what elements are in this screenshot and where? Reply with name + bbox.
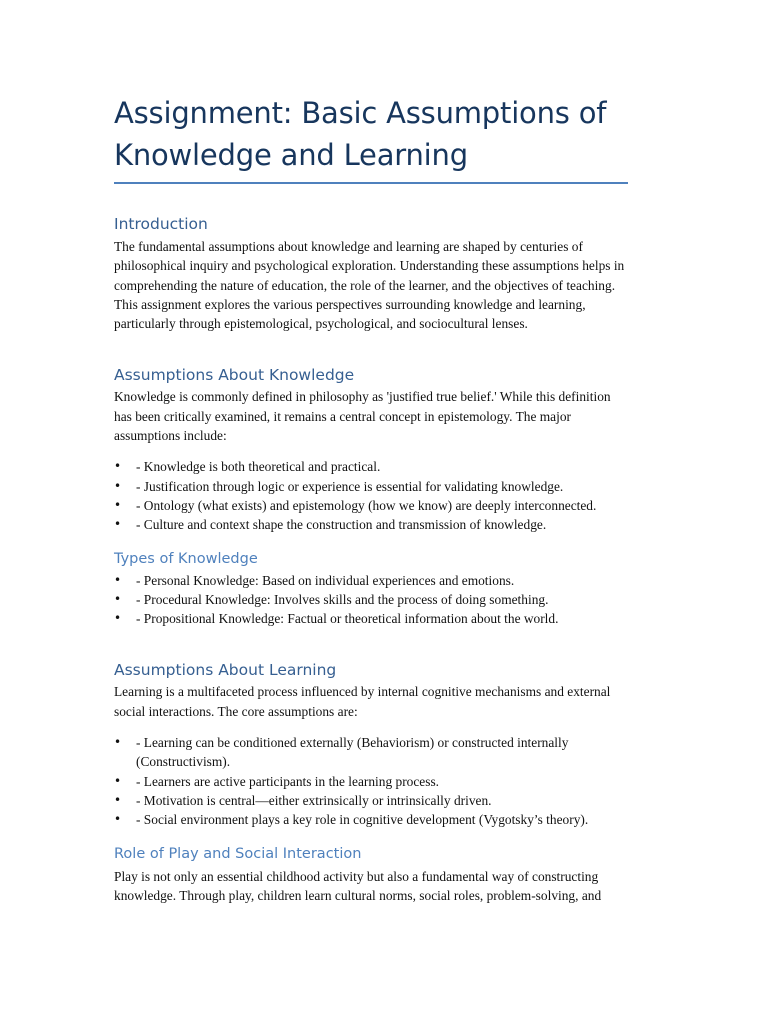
page-title: Assignment: Basic Assumptions of Knowledge and Learning [114, 92, 628, 184]
list-item-text: - Personal Knowledge: Based on individual experiences and emotions. [136, 572, 515, 588]
list-item-text: - Knowledge is both theoretical and practical. [136, 459, 381, 475]
document-page [114, 92, 628, 905]
list-item-text: - Ontology (what exists) and epistemology (how we know) are deeply interconnected. [136, 497, 597, 513]
section-heading-introduction: Introduction [114, 215, 208, 233]
play-paragraph: Play is not only an essential childhood activity but also a fundamental way of constructing knowledge. Through play, children learn cultural norms, social roles, problem-solving, and [114, 868, 602, 903]
list-item-text: - Procedural Knowledge: Involves skills and the process of doing something. [136, 591, 549, 607]
section-heading-assumptions-learning: Assumptions About Learning [114, 661, 337, 680]
bullet-icon: • [114, 572, 122, 587]
bullet-icon: • [114, 812, 122, 827]
bullet-icon: • [114, 478, 122, 493]
list-item [114, 772, 628, 791]
list-item-text: - Learning can be conditioned externally (Behaviorism) or constructed internally (Constructivism). [136, 735, 569, 770]
bullet-icon: • [114, 792, 122, 807]
list-item [114, 477, 628, 496]
bullet-icon: • [114, 497, 122, 512]
knowledge-paragraph: Knowledge is commonly defined in philosophy as 'justified true belief.' While this definition has been critically examined, it remains a central concept in epistemology. The major assumptions include: [114, 389, 611, 444]
list-item-text: - Culture and context shape the construction and transmission of knowledge. [136, 517, 547, 533]
list-item [114, 571, 628, 590]
learning-assumptions-list [114, 733, 628, 829]
list-item-text: - Social environment plays a key role in cognitive development (Vygotsky’s theory). [136, 812, 589, 828]
list-item [114, 609, 628, 628]
list-item-text: - Learners are active participants in the learning process. [136, 773, 440, 789]
introduction-paragraph: The fundamental assumptions about knowledge and learning are shaped by centuries of philosophical inquiry and psychological exploration. Understanding these assumptions helps in comprehending the nature of education, the role of the learner, and the objectives of teaching. This assignment explores the various perspectives surrounding knowledge and learning, particularly through epistemological, psychological, and sociocultural lenses. [114, 239, 625, 332]
bullet-icon: • [114, 459, 122, 474]
list-item [114, 496, 628, 515]
list-item-text: - Justification through logic or experience is essential for validating knowledge. [136, 478, 564, 494]
subsection-heading-types-of-knowledge: Types of Knowledge [114, 550, 258, 567]
bullet-icon: • [114, 591, 122, 606]
list-item [114, 457, 628, 476]
list-item [114, 590, 628, 609]
bullet-icon: • [114, 773, 122, 788]
types-of-knowledge-list [114, 571, 628, 629]
list-item [114, 791, 628, 810]
list-item [114, 515, 628, 534]
list-item-text: - Motivation is central—either extrinsically or intrinsically driven. [136, 792, 492, 808]
bullet-icon: • [114, 611, 122, 626]
list-item [114, 810, 628, 829]
bullet-icon: • [114, 735, 122, 750]
knowledge-assumptions-list [114, 457, 628, 534]
section-heading-assumptions-knowledge: Assumptions About Knowledge [114, 366, 355, 385]
learning-paragraph: Learning is a multifaceted process influenced by internal cognitive mechanisms and external social interactions. The core assumptions are: [114, 684, 611, 719]
list-item-text: - Propositional Knowledge: Factual or theoretical information about the world. [136, 611, 559, 627]
bullet-icon: • [114, 517, 122, 532]
list-item [114, 733, 628, 772]
subsection-heading-role-of-play: Role of Play and Social Interaction [114, 845, 362, 862]
